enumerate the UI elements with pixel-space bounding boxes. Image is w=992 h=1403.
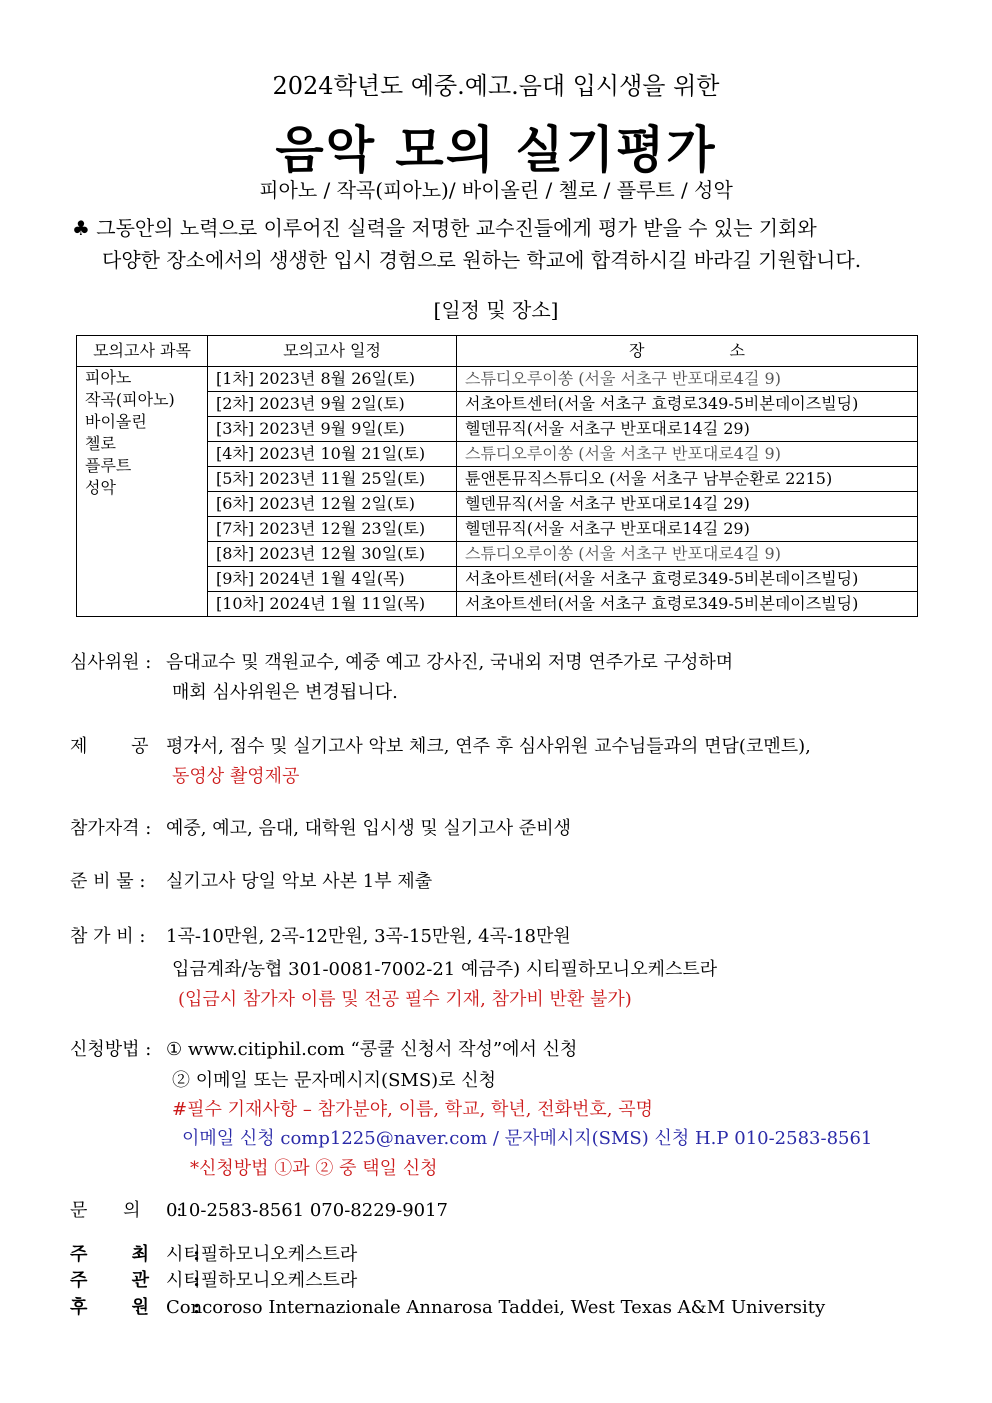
intro-line-1 [72,212,817,241]
schedule-header-row [77,336,918,367]
subject-item: 피아노 [85,368,132,387]
apply-required-fields: #필수 기재사항 – 참가분야, 이름, 학교, 학년, 전화번호, 곡명 [172,1099,653,1120]
venue-address: (서울 서초구 효령로349-5비본데이즈빌딩) [557,594,859,613]
schedule-date: [7차] 2023년 12월 23일(토) [208,517,457,542]
prep-text: 실기고사 당일 악보 사본 1부 제출 [166,871,433,892]
venue-address: (서울 서초구 반포대로14길 29) [526,419,750,438]
schedule-date: [2차] 2023년 9월 2일(토) [208,392,457,417]
schedule-date: [5차] 2023년 11월 25일(토) [208,467,457,492]
prep-row [70,867,432,893]
schedule-date: [4차] 2023년 10월 21일(토) [208,442,457,467]
club-bullet-icon: ♣ [72,216,90,240]
subject-item: 성악 [85,478,116,497]
judges-text-1: 음대교수 및 객원교수, 예중 예고 강사진, 국내외 저명 연주가로 구성하며 [166,652,734,673]
judges-row [70,648,733,674]
venue-name: 헬덴뮤직 [465,519,527,538]
column-header-date: 모의고사 일정 [208,336,457,367]
provide-text-1: 평가서, 점수 및 실기고사 악보 체크, 연주 후 심사위원 교수님들과의 면담(코멘트), [166,736,811,757]
venue-name: 서초아트센터 [465,394,558,413]
venue-name: 서초아트센터 [465,569,558,588]
apply-label: 신청방법 : [70,1039,152,1060]
schedule-date: [6차] 2023년 12월 2일(토) [208,492,457,517]
venue-name: 스튜디오루이쏭 [465,544,574,563]
venue-name: 헬덴뮤직 [465,419,527,438]
column-header-subject: 모의고사 과목 [77,336,208,367]
organizer-name: 시티필하모니오케스트라 [166,1270,358,1291]
venue-address: (서울 서초구 반포대로14길 29) [526,494,750,513]
schedule-date: [3차] 2023년 9월 9일(토) [208,417,457,442]
fee-notice: (입금시 참가자 이름 및 전공 필수 기재, 참가비 반환 불가) [178,989,632,1010]
venue-name: 튠앤톤뮤직스튜디오 [465,469,605,488]
sponsor-label: 후 원 : [70,1297,200,1318]
sponsor-name: Concoroso Internazionale Annarosa Taddei, West Texas A&M University [166,1297,826,1318]
apply-text-2: ② 이메일 또는 문자메시지(SMS)로 신청 [172,1070,497,1091]
schedule-venue [457,442,918,467]
eligibility-row [70,814,571,840]
schedule-date: [1차] 2023년 8월 26일(토) [208,367,457,392]
subject-item: 바이올린 [85,412,147,431]
schedule-venue [457,392,918,417]
venue-address: (서울 서초구 반포대로4길 9) [573,444,781,463]
host-label: 주 최 : [70,1244,200,1265]
schedule-venue [457,492,918,517]
intro-text-1: 그동안의 노력으로 이루어진 실력을 저명한 교수진들에게 평가 받을 수 있는 기회와 [96,216,817,240]
event-subtitle: 2024학년도 예중.예고.음대 입시생을 위한 [272,72,720,100]
fee-text-1: 1곡-10만원, 2곡-12만원, 3곡-15만원, 4곡-18만원 [166,926,571,947]
venue-address: (서울 서초구 남부순환로 2215) [604,469,833,488]
schedule-venue [457,542,918,567]
schedule-venue [457,367,918,392]
judges-label: 심사위원 : [70,652,152,673]
venue-name: 스튜디오루이쏭 [465,444,574,463]
page-title: 음악 모의 실기평가 [275,120,717,179]
provide-text-2: 동영상 촬영제공 [172,766,300,787]
subject-item: 작곡(피아노) [85,390,175,409]
provide-row [70,732,811,758]
eligibility-label: 참가자격 : [70,818,152,839]
host-name: 시티필하모니오케스트라 [166,1244,358,1265]
host-row [70,1240,357,1266]
fee-row [70,922,571,948]
apply-text-1: ① www.citiphil.com “콩쿨 신청서 작성”에서 신청 [166,1039,578,1060]
schedule-venue [457,467,918,492]
schedule-table [76,335,918,617]
venue-name: 스튜디오루이쏭 [465,369,574,388]
subject-item: 첼로 [85,434,116,453]
organizer-label: 주 관 : [70,1270,200,1291]
provide-label: 제 공 : [70,736,199,757]
schedule-venue [457,592,918,617]
eligibility-text: 예중, 예고, 음대, 대학원 입시생 및 실기고사 준비생 [166,818,571,839]
judges-text-2: 매회 심사위원은 변경됩니다. [172,682,398,703]
venue-address: (서울 서초구 반포대로4길 9) [573,544,781,563]
venue-address: (서울 서초구 반포대로14길 29) [526,519,750,538]
fee-account: 입금계좌/농협 301-0081-7002-21 예금주) 시티필하모니오케스트라 [172,959,718,980]
venue-name: 서초아트센터 [465,594,558,613]
intro-line-2: 다양한 장소에서의 생생한 입시 경험으로 원하는 학교에 합격하시길 바라길 기원합니다. [102,248,862,272]
apply-note: *신청방법 ①과 ② 중 택일 신청 [190,1158,438,1179]
schedule-venue [457,517,918,542]
contact-label: 문 의 : [70,1200,183,1221]
subject-item: 플루트 [85,456,132,475]
fee-label: 참 가 비 : [70,926,146,947]
sponsor-row [70,1293,825,1319]
apply-contact-info: 이메일 신청 comp1225@naver.com / 문자메시지(SMS) 신청 H.P 010-2583-8561 [182,1128,873,1149]
table-row [77,367,918,392]
schedule-heading: [일정 및 장소] [433,298,559,322]
venue-address: (서울 서초구 반포대로4길 9) [573,369,781,388]
instrument-list: 피아노 / 작곡(피아노)/ 바이올린 / 첼로 / 플루트 / 성악 [259,178,733,202]
organizer-row [70,1266,357,1292]
venue-name: 헬덴뮤직 [465,494,527,513]
schedule-date: [10차] 2024년 1월 11일(목) [208,592,457,617]
schedule-venue [457,567,918,592]
contact-row [70,1196,448,1222]
apply-row [70,1035,577,1061]
schedule-date: [8차] 2023년 12월 30일(토) [208,542,457,567]
schedule-venue [457,417,918,442]
column-header-venue: 장 소 [457,336,918,367]
contact-phones: 010-2583-8561 070-8229-9017 [166,1200,448,1221]
prep-label: 준 비 물 : [70,871,146,892]
venue-address: (서울 서초구 효령로349-5비본데이즈빌딩) [557,394,859,413]
subject-list-cell [77,367,208,617]
schedule-date: [9차] 2024년 1월 4일(목) [208,567,457,592]
venue-address: (서울 서초구 효령로349-5비본데이즈빌딩) [557,569,859,588]
